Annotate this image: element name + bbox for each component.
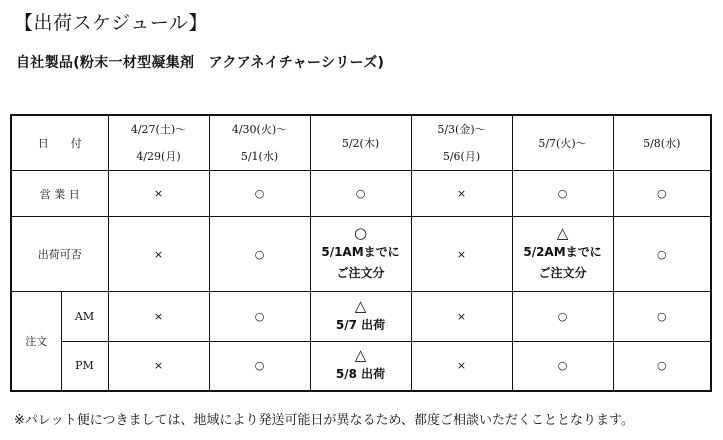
shipping-cell: ×	[108, 217, 209, 292]
date-line1: 5/7(火)～	[538, 136, 587, 150]
pm-cell: ○	[613, 342, 711, 391]
am-cell: ×	[108, 292, 209, 342]
date-line1: 5/2(木)	[341, 136, 380, 150]
pm-cell: ○	[512, 342, 613, 391]
date-line1: 4/27(土)～	[130, 123, 187, 136]
am-cell	[310, 292, 411, 342]
pm-label: PM	[61, 342, 108, 391]
shipping-label: 出荷可否	[11, 217, 108, 292]
business-day-cell: ○	[209, 171, 310, 217]
pm-mark: △	[354, 346, 367, 365]
shipping-cell: ×	[411, 217, 512, 292]
order-pm-row	[11, 342, 711, 391]
am-label: AM	[61, 292, 108, 342]
date-col-1	[209, 115, 310, 171]
note-line: 5/1AMまでに	[321, 245, 400, 259]
note-line: ご注文分	[538, 266, 587, 280]
pm-cell	[310, 342, 411, 391]
shipping-cell	[310, 217, 411, 292]
date-line2: 5/1(水)	[240, 150, 279, 163]
date-col-4	[512, 115, 613, 171]
pallet-footnote: ※パレット便につきましては、地域により発送可能日が異なるため、都度ご相談いただくこととなります。	[14, 413, 634, 428]
am-cell: ○	[512, 292, 613, 342]
business-day-row	[11, 171, 711, 217]
shipping-mark: ○	[353, 224, 368, 242]
date-col-0	[108, 115, 209, 171]
business-day-cell: ○	[310, 171, 411, 217]
note-line: 5/2AMまでに	[523, 245, 602, 259]
am-cell: ○	[613, 292, 711, 342]
pm-cell: ×	[108, 342, 209, 391]
date-line1: 4/30(火)～	[231, 123, 288, 136]
am-note: 5/7 出荷	[335, 318, 386, 332]
date-line1: 5/8(水)	[643, 136, 681, 150]
order-group-label: 注文	[11, 292, 61, 391]
pm-cell: ×	[411, 342, 512, 391]
shipping-mark: △	[556, 224, 569, 242]
date-line2: 5/6(月)	[442, 150, 481, 163]
product-subtitle: 自社製品(粉末一材型凝集剤 アクアネイチャーシリーズ)	[16, 55, 385, 71]
date-line2: 4/29(月)	[136, 150, 181, 163]
shipping-note	[513, 242, 613, 284]
shipping-cell: ○	[209, 217, 310, 292]
am-mark: △	[354, 297, 367, 315]
date-col-3	[411, 115, 512, 171]
shipping-cell	[512, 217, 613, 292]
business-day-label: 営 業 日	[11, 171, 108, 217]
shipping-note	[311, 242, 411, 284]
date-line1: 5/3(金)～	[437, 123, 486, 136]
date-header-label: 日 付	[11, 115, 108, 171]
business-day-cell: ○	[512, 171, 613, 217]
am-cell: ×	[411, 292, 512, 342]
pm-note: 5/8 出荷	[335, 367, 386, 382]
shipping-row	[11, 217, 711, 292]
am-cell: ○	[209, 292, 310, 342]
shipping-schedule-table	[10, 114, 712, 392]
business-day-cell: ○	[613, 171, 711, 217]
page-title: 【出荷スケジュール】	[14, 12, 208, 34]
business-day-cell: ×	[108, 171, 209, 217]
business-day-cell: ×	[411, 171, 512, 217]
note-line: ご注文分	[336, 266, 385, 280]
header-row	[11, 115, 711, 171]
shipping-cell: ○	[613, 217, 711, 292]
date-col-5	[613, 115, 711, 171]
order-am-row	[11, 292, 711, 342]
pm-cell: ○	[209, 342, 310, 391]
date-col-2	[310, 115, 411, 171]
